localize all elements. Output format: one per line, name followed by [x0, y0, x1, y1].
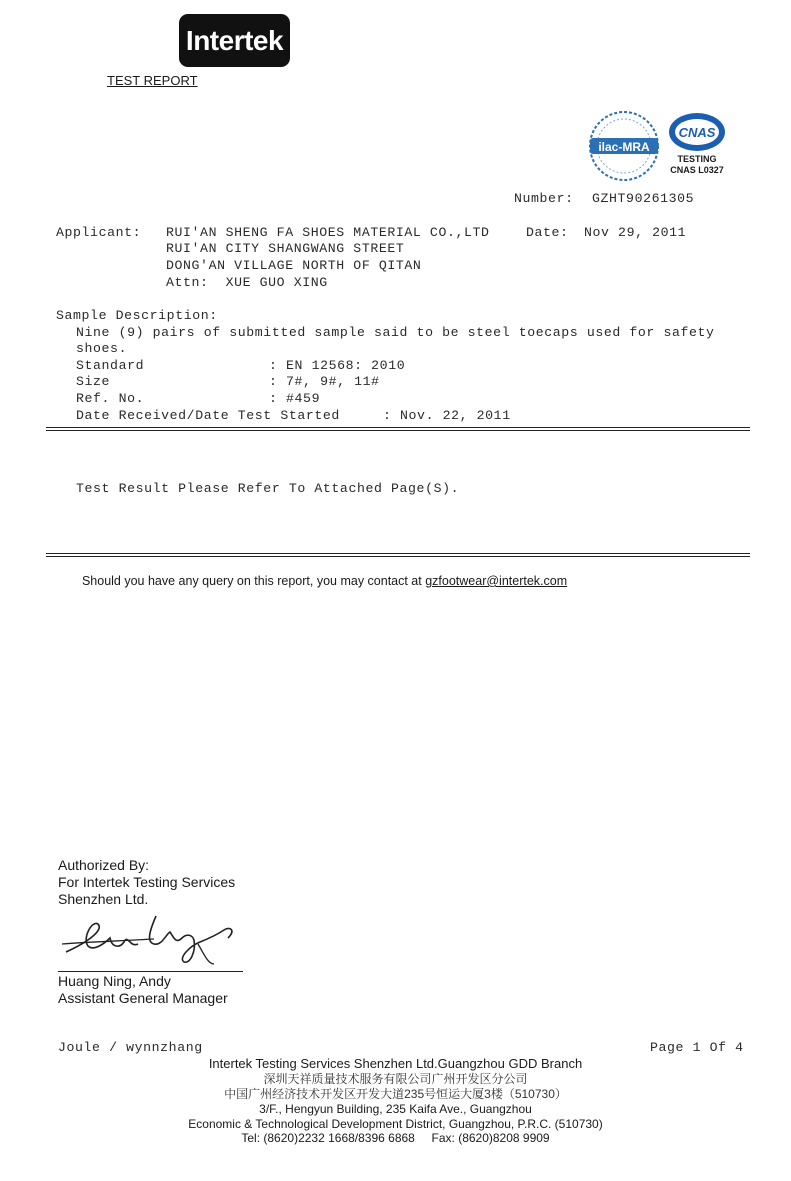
divider — [46, 427, 750, 428]
date-received-value: : Nov. 22, 2011 — [383, 408, 511, 423]
applicant-label: Applicant: — [56, 225, 142, 240]
report-number-label: Number: — [514, 191, 574, 206]
footer-address-line1: 3/F., Hengyun Building, 235 Kaifa Ave., Guangzhou — [259, 1102, 532, 1116]
footer-company-cn: 深圳天祥质量技术服务有限公司广州开发区分公司 — [263, 1072, 528, 1086]
intertek-logo: Intertek — [179, 14, 290, 67]
cnas-logo — [666, 110, 728, 180]
applicant-name: RUI'AN SHENG FA SHOES MATERIAL CO.,LTD — [166, 225, 490, 240]
authorized-company-line2: Shenzhen Ltd. — [58, 891, 149, 907]
ref-value: : #459 — [269, 391, 321, 406]
report-date: Nov 29, 2011 — [584, 225, 687, 240]
authorized-company: For Intertek Testing Services — [58, 874, 236, 890]
footer-address-cn: 中国广州经济技术开发区开发大道235号恒运大厦3楼（510730） — [224, 1087, 567, 1101]
footer-address-line2: Economic & Technological Development District, Guangzhou, P.R.C. (510730) — [188, 1117, 603, 1131]
test-result-text: Test Result Please Refer To Attached Page(S). — [76, 481, 460, 496]
contact-email-link[interactable]: gzfootwear@intertek.com — [425, 574, 568, 588]
footer-company: Intertek Testing Services Shenzhen Ltd.Guangzhou GDD Branch — [208, 1056, 583, 1071]
signature-line — [58, 971, 243, 972]
svg-text:CNAS: CNAS — [678, 125, 716, 140]
date-received-label: Date Received/Date Test Started — [76, 408, 340, 423]
ilac-mra-logo — [588, 110, 660, 182]
contact-text: Should you have any query on this report, you may contact at — [81, 574, 426, 588]
signatory-name: Huang Ning, Andy — [58, 973, 171, 989]
authorized-by: Authorized By: — [58, 857, 150, 873]
sample-desc-line2: shoes. — [76, 341, 128, 356]
divider — [46, 553, 750, 554]
applicant-address-line1: RUI'AN CITY SHANGWANG STREET — [166, 241, 405, 256]
report-date-label: Date: — [526, 225, 569, 240]
applicant-address-line2: DONG'AN VILLAGE NORTH OF QITAN — [166, 258, 422, 273]
standard-value: : EN 12568: 2010 — [269, 358, 406, 373]
svg-text:ilac-MRA: ilac-MRA — [598, 140, 650, 154]
report-title: TEST REPORT — [107, 73, 198, 88]
signature — [58, 908, 248, 972]
signatory-title: Assistant General Manager — [58, 990, 228, 1006]
ref-label: Ref. No. — [76, 391, 145, 406]
report-number: GZHT90261305 — [592, 191, 695, 206]
footer-contact: Tel: (8620)2232 1668/8396 6868 Fax: (8620)8208 9909 — [241, 1131, 550, 1145]
divider — [46, 430, 750, 431]
contact-line — [75, 557, 567, 589]
size-value: : 7#, 9#, 11# — [269, 374, 380, 389]
cnas-number-label: CNAS L0327 — [670, 165, 724, 175]
page-number: Page 1 Of 4 — [650, 1040, 744, 1055]
size-label: Size — [76, 374, 111, 389]
standard-label: Standard — [76, 358, 145, 373]
sample-heading: Sample Description: — [56, 308, 218, 323]
sample-desc-line1: Nine (9) pairs of submitted sample said to be steel toecaps used for safety — [76, 325, 715, 340]
cnas-testing-label: TESTING — [677, 154, 717, 164]
prepared-by: Joule / wynnzhang — [58, 1040, 203, 1055]
applicant-attn: Attn: XUE GUO XING — [166, 275, 328, 290]
